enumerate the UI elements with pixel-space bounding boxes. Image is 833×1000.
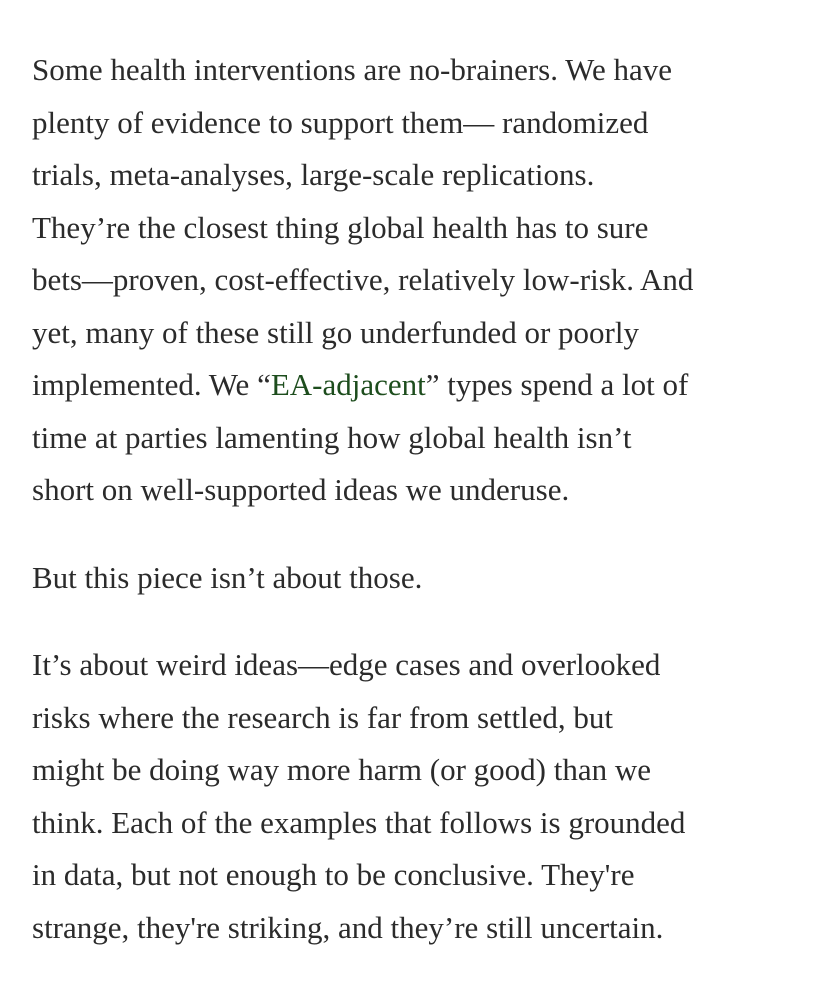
text-line: Some health interventions are no-brainers. We have [32,52,672,87]
text-line: might be doing way more harm (or good) than we [32,752,651,787]
ea-adjacent-link[interactable]: EA-adjacent [270,367,426,402]
text-line: short on well-supported ideas we underuse. [32,472,570,507]
text-line: plenty of evidence to support them— randomized [32,104,649,140]
text-line: They’re the closest thing global health has to sure [32,209,649,245]
text-line: It’s about weird ideas—edge cases and overlooked [32,647,661,682]
text-segment: ” types spend a lot of [425,367,689,402]
text-segment: implemented. We “ [32,367,271,402]
text-line: in data, but not enough to be conclusive. They're [32,857,635,892]
text-line: bets—proven, cost-effective, relatively low-risk. And [32,262,694,297]
text-line: strange, they're striking, and they’re still uncertain. [32,909,664,945]
text-line-with-link [32,359,813,412]
text-line: time at parties lamenting how global health isn’t [32,419,632,455]
intro-paragraph [32,44,813,517]
transition-paragraph [32,552,813,605]
weird-ideas-paragraph [32,639,813,954]
text-line: yet, many of these still go underfunded or poorly [32,314,639,350]
text-line: risks where the research is far from settled, but [32,699,614,735]
text-line: trials, meta-analyses, large-scale replications. [32,157,595,192]
text-line: think. Each of the examples that follows is grounded [32,804,686,840]
text-line: But this piece isn’t about those. [32,559,423,595]
